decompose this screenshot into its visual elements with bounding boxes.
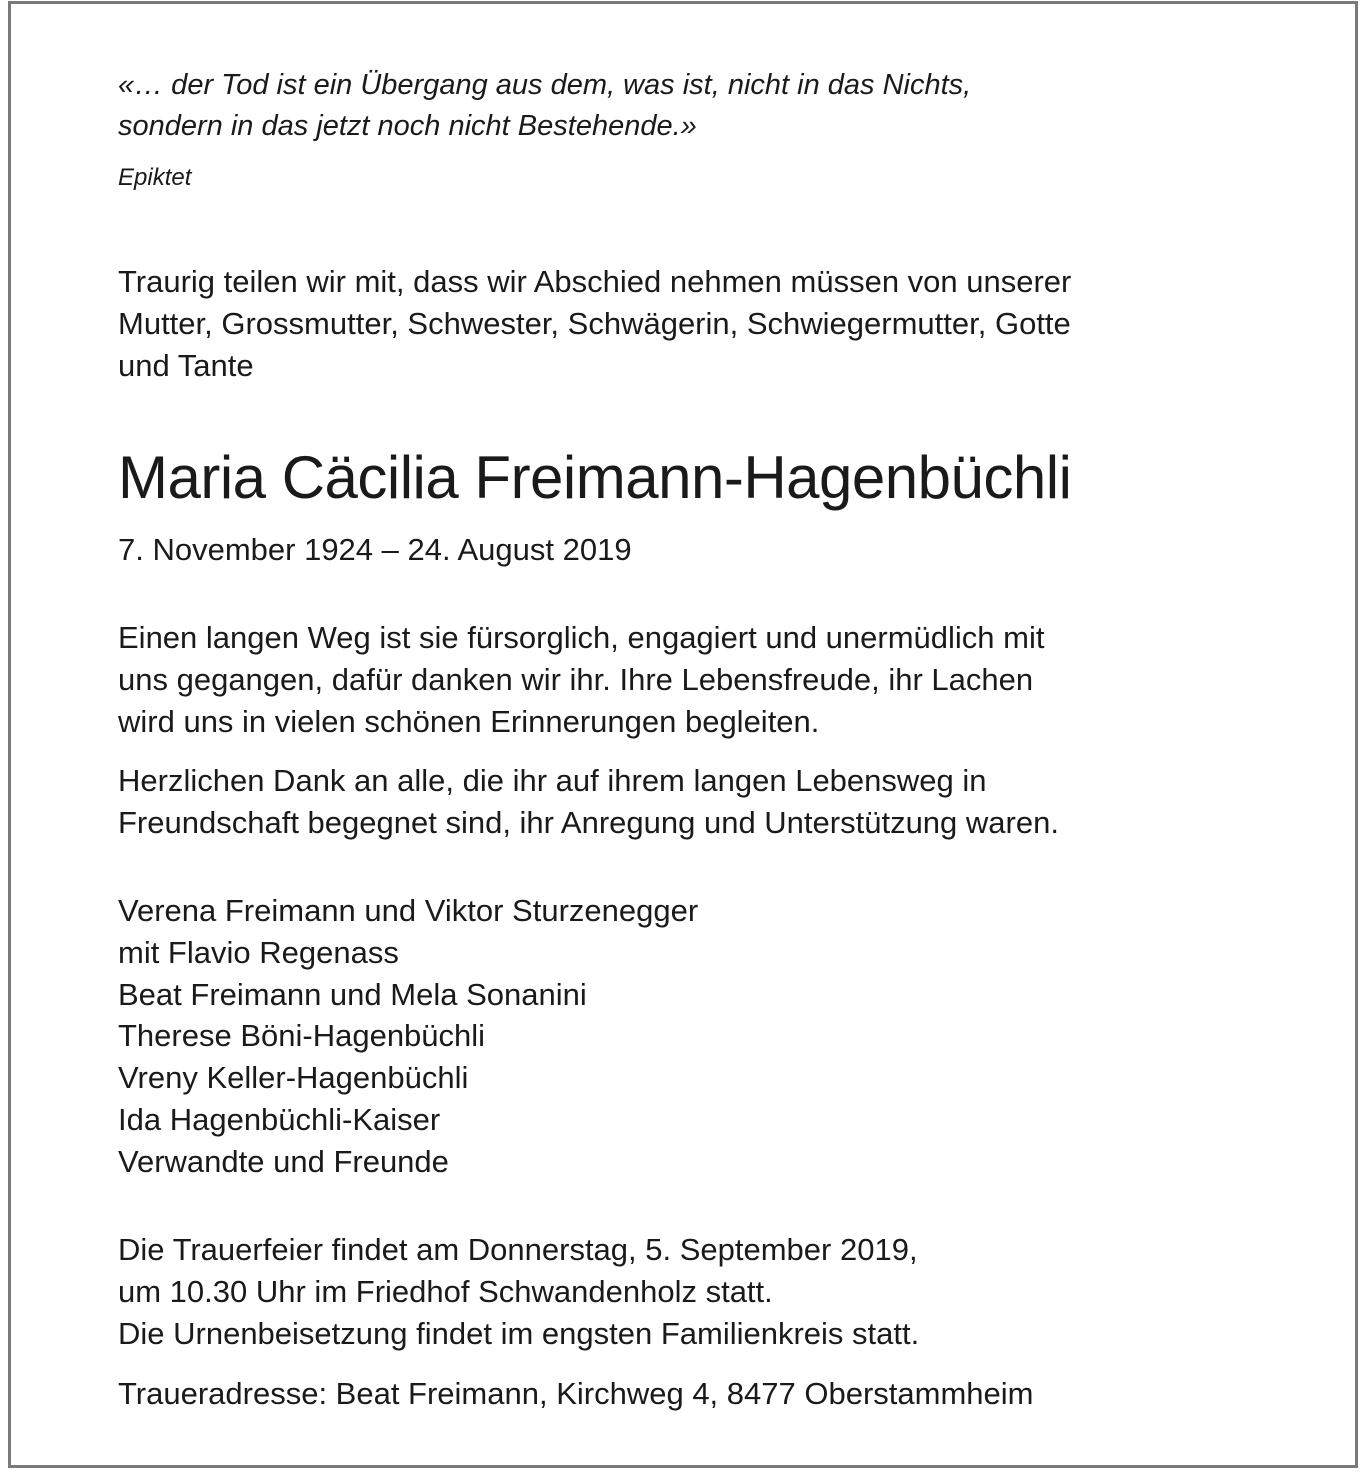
tribute-p1-line-2: uns gegangen, dafür danken wir ihr. Ihre Lebensfreude, ihr Lachen — [118, 662, 1034, 697]
intro-line-2: Mutter, Grossmutter, Schwester, Schwägerin, Schwiegermutter, Gotte — [118, 306, 1071, 341]
deceased-name: Maria Cäcilia Freimann-Hagenbüchli — [118, 444, 1072, 511]
mourner-line: Ida Hagenbüchli-Kaiser — [118, 1102, 441, 1137]
mourner-line: Verena Freimann und Viktor Sturzenegger — [118, 893, 699, 928]
intro-line-3: und Tante — [118, 348, 254, 383]
mourning-address: Traueradresse: Beat Freimann, Kirchweg 4, 8477 Oberstammheim — [118, 1376, 1034, 1411]
ceremony-line-2: um 10.30 Uhr im Friedhof Schwandenholz statt. — [118, 1274, 773, 1309]
mourner-line: Beat Freimann und Mela Sonanini — [118, 977, 587, 1012]
tribute-p2-line-1: Herzlichen Dank an alle, die ihr auf ihrem langen Lebensweg in — [118, 763, 987, 798]
quote-line-2: sondern in das jetzt noch nicht Bestehende.» — [118, 110, 697, 142]
life-dates: 7. November 1924 – 24. August 2019 — [118, 532, 632, 567]
quote-line-1: «… der Tod ist ein Übergang aus dem, was ist, nicht in das Nichts, — [118, 69, 972, 101]
intro-line-1: Traurig teilen wir mit, dass wir Abschied nehmen müssen von unserer — [118, 264, 1072, 299]
tribute-p1-line-1: Einen langen Weg ist sie fürsorglich, engagiert und unermüdlich mit — [118, 620, 1045, 655]
tribute-p1-line-3: wird uns in vielen schönen Erinnerungen begleiten. — [118, 704, 820, 739]
mourner-line: Therese Böni-Hagenbüchli — [118, 1018, 486, 1053]
mourner-line: mit Flavio Regenass — [118, 935, 399, 970]
ceremony-line-3: Die Urnenbeisetzung findet im engsten Familienkreis statt. — [118, 1316, 920, 1351]
mourner-line: Verwandte und Freunde — [118, 1144, 449, 1179]
ceremony-line-1: Die Trauerfeier findet am Donnerstag, 5. September 2019, — [118, 1232, 918, 1267]
quote-author: Epiktet — [118, 164, 192, 191]
tribute-p2-line-2: Freundschaft begegnet sind, ihr Anregung und Unterstützung waren. — [118, 805, 1059, 840]
mourner-line: Vreny Keller-Hagenbüchli — [118, 1060, 469, 1095]
